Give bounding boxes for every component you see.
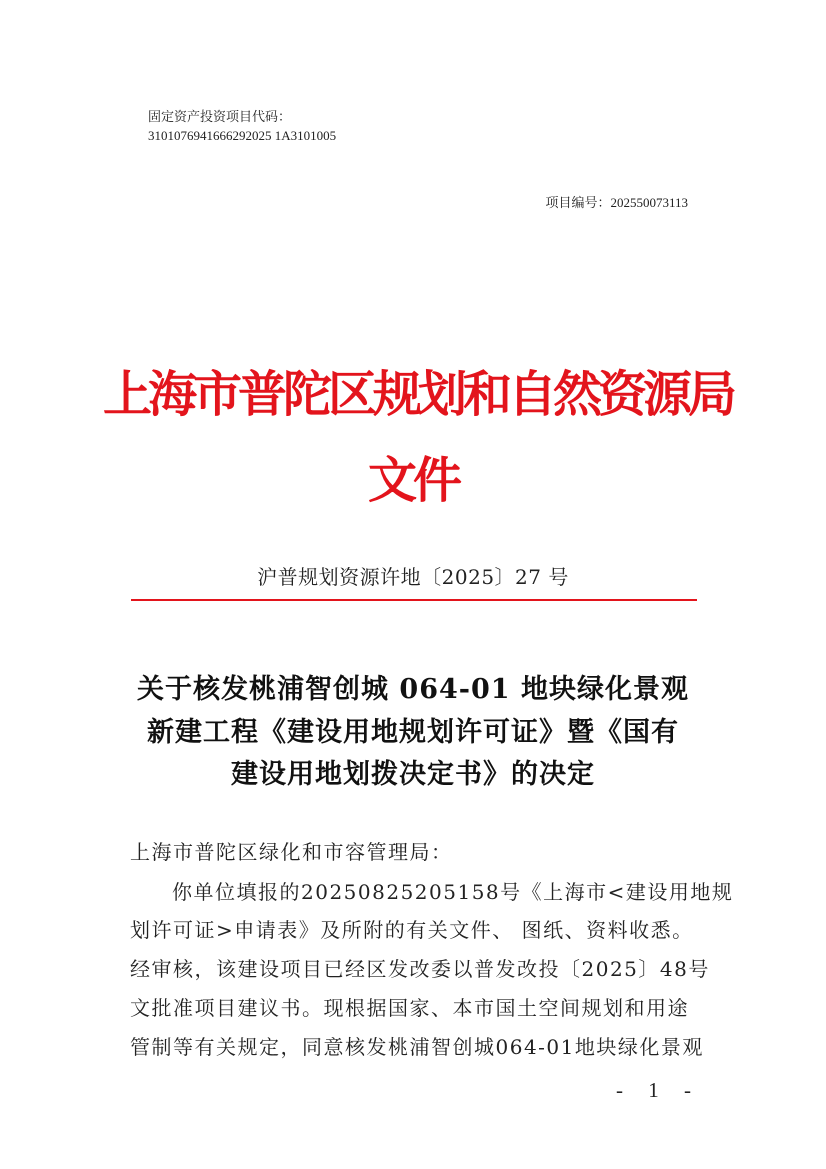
project-code-label: 固定资产投资项目代码： bbox=[148, 109, 292, 124]
subject-title-line-1: 关于核发桃浦智创城 064-01 地块绿化景观 bbox=[137, 674, 689, 705]
body-line-1: 你单位填报的20250825205158号《上海市<建设用地规 bbox=[172, 880, 734, 904]
red-divider-line bbox=[131, 599, 697, 601]
agency-title: 上海市普陀区规划和自然资源局 bbox=[102, 365, 733, 423]
body-line-3: 经审核，该建设项目已经区发改委以普发改投〔2025〕48号 bbox=[130, 957, 710, 981]
document-number: 沪普规划资源许地〔2025〕27 号 bbox=[257, 565, 569, 589]
subject-title-line-3: 建设用地划拨决定书》的决定 bbox=[231, 759, 595, 790]
body-line-5: 管制等有关规定，同意核发桃浦智创城064-01地块绿化景观 bbox=[130, 1035, 704, 1059]
body-line-2: 划许可证>申请表》及所附的有关文件、 图纸、资料收悉。 bbox=[130, 918, 694, 942]
body-line-4: 文批准项目建议书。现根据国家、本市国土空间规划和用途 bbox=[130, 996, 689, 1020]
project-code-value: 3101076941666292025 1A3101005 bbox=[148, 128, 337, 143]
project-number: 项目编号：202550073113 bbox=[545, 195, 688, 210]
file-title: 文件 bbox=[367, 451, 458, 509]
subject-title-line-2: 新建工程《建设用地规划许可证》暨《国有 bbox=[147, 717, 679, 748]
addressee: 上海市普陀区绿化和市容管理局： bbox=[130, 840, 453, 864]
page-number: - 1 - bbox=[616, 1078, 701, 1102]
